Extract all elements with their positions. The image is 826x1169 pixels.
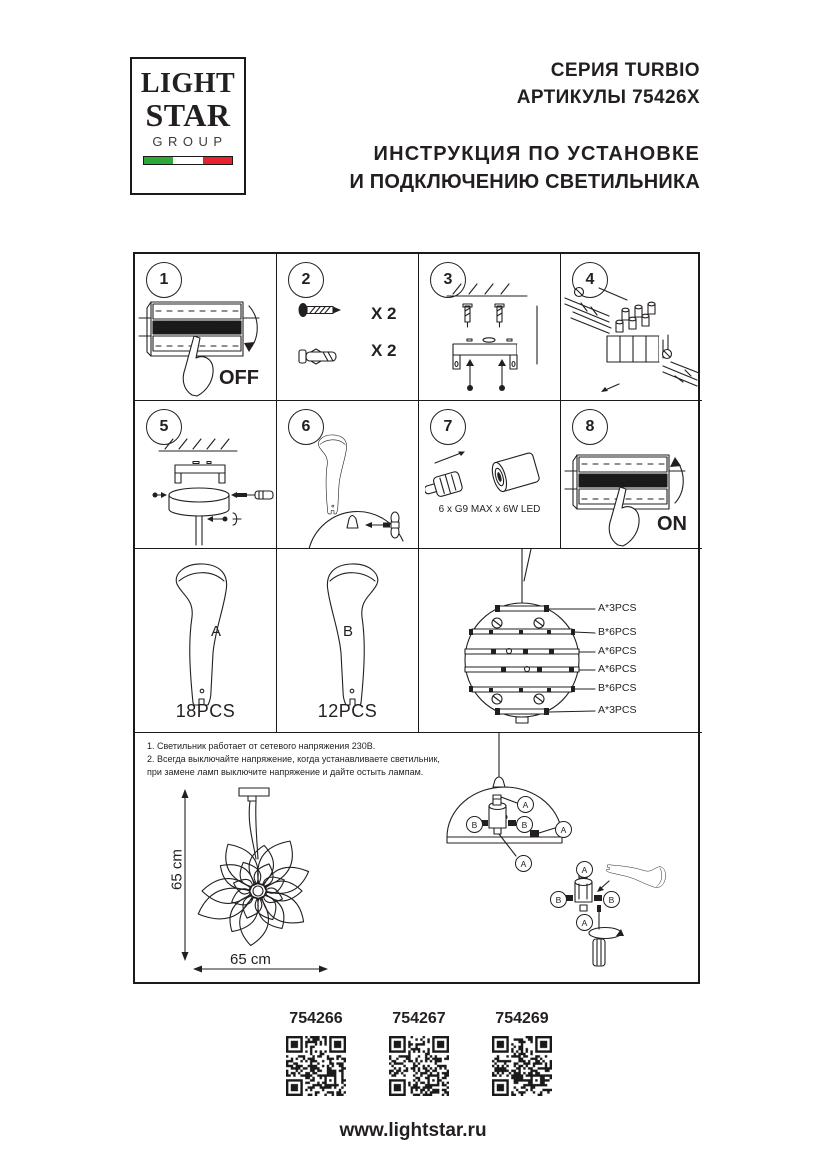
- logo-text-group: GROUP: [152, 134, 228, 149]
- on-label: ON: [657, 513, 687, 535]
- g9-lamp-diagram: [425, 441, 555, 503]
- step-4-cell: [561, 254, 702, 401]
- step-6-number: 6: [301, 418, 311, 435]
- part-b-qty: 12PCS: [317, 701, 378, 721]
- ball-label-2: B*6PCS: [598, 626, 637, 638]
- ball-label-5: B*6PCS: [598, 682, 637, 694]
- ball-assembly-diagram: [419, 549, 702, 733]
- anchor-left: [463, 304, 472, 327]
- blade-a-diagram: [135, 555, 277, 711]
- off-label: OFF: [219, 367, 259, 389]
- ball-label-6: A*3PCS: [598, 704, 637, 716]
- website-text: www.lightstar.ru: [339, 1120, 487, 1141]
- screw-left: [153, 492, 168, 498]
- step-8-number: 8: [585, 418, 595, 435]
- screw-up-right: [498, 359, 506, 391]
- canopy: [169, 488, 229, 545]
- step-2-number: 2: [301, 271, 311, 288]
- bracket-mounting-diagram: [423, 280, 557, 398]
- g9-bulb-icon: [425, 471, 463, 500]
- step-8-cell: [561, 401, 702, 549]
- screwdriver-detail: [589, 905, 624, 966]
- canopy-mounting-diagram: [137, 435, 275, 547]
- step-7-number: 7: [443, 418, 453, 435]
- blade-shape: [318, 435, 346, 514]
- callout-b-socket-right: B: [603, 891, 620, 908]
- step-7-number-badge: [430, 409, 466, 445]
- lamp-spec-label: 6 x G9 MAX x 6W LED: [438, 504, 541, 515]
- qr-code-3: [492, 1036, 552, 1096]
- wing-screw: [365, 512, 399, 538]
- instruction-title-line1: ИНСТРУКЦИЯ ПО УСТАНОВКЕ: [373, 143, 700, 165]
- callout-b-dome-left: B: [466, 816, 483, 833]
- screw-up-left: [466, 359, 474, 391]
- instruction-table: [133, 252, 700, 984]
- blade-attach-diagram: [277, 431, 419, 549]
- callout-a-dome-bottom: A: [515, 855, 532, 872]
- qr-code-2: [389, 1036, 449, 1096]
- pendant-lamp-drawing: [198, 788, 308, 946]
- terminal-block-diagram: [563, 278, 699, 398]
- bracket-small: [175, 459, 231, 483]
- callout-b-dome-right: B: [516, 816, 533, 833]
- article-number-2: 754267: [392, 1010, 446, 1027]
- ball-neck: [347, 516, 358, 529]
- ball-crest: [309, 512, 403, 549]
- article-number-1: 754266: [289, 1010, 343, 1027]
- part-b-letter: B: [343, 623, 354, 640]
- step-2-cell: [277, 254, 419, 401]
- hardware-icons: [295, 298, 365, 378]
- step-3-number: 3: [443, 271, 453, 288]
- step-4-number: 4: [585, 271, 595, 288]
- logo-text-star: STAR: [145, 97, 231, 133]
- screw-icon: [299, 303, 342, 317]
- italian-flag-icon: [143, 156, 233, 165]
- note-line-3: при замене ламп выключите напряжение и дайте остыть лампам.: [147, 767, 424, 777]
- lightstar-logo: [130, 57, 246, 195]
- step-1-cell: [135, 254, 277, 401]
- instruction-title-line2: И ПОДКЛЮЧЕНИЮ СВЕТИЛЬНИКА: [349, 171, 700, 193]
- part-b-cell: [277, 549, 419, 733]
- anchor-right: [495, 304, 504, 327]
- mounting-bracket: [453, 336, 525, 369]
- callout-a-socket-top: A: [576, 861, 593, 878]
- wall-anchor-icon: [299, 349, 336, 364]
- step-2-number-badge: [288, 262, 324, 298]
- ball-label-3: A*6PCS: [598, 645, 637, 657]
- note-line-1: 1. Светильник работает от сетевого напряжения 230В.: [147, 741, 376, 751]
- step-6-cell: [277, 401, 419, 549]
- final-assembly-cell: [135, 733, 700, 984]
- logo-text-light: LIGHT: [140, 68, 236, 99]
- step-7-cell: [419, 401, 561, 549]
- articles-title: АРТИКУЛЫ 75426X: [516, 87, 700, 108]
- article-number-3: 754269: [495, 1010, 549, 1027]
- step-5-number: 5: [159, 418, 169, 435]
- ball-assembly-cell: [419, 549, 702, 733]
- step-1-number: 1: [159, 271, 169, 288]
- callout-a-dome-top: A: [517, 796, 534, 813]
- step-8-number-badge: [572, 409, 608, 445]
- step-5-cell: [135, 401, 277, 549]
- anchor-qty-label: X 2: [371, 341, 397, 360]
- callout-a-socket-bottom: A: [576, 914, 593, 931]
- part-a-qty: 18PCS: [175, 701, 236, 721]
- screw-qty-label: X 2: [371, 304, 397, 323]
- callout-a-dome-outer: A: [555, 821, 572, 838]
- final-assembly-diagram: [135, 733, 700, 984]
- dome-drawing: [447, 777, 562, 856]
- ball-label-4: A*6PCS: [598, 663, 637, 675]
- part-a-cell: [135, 549, 277, 733]
- ball-label-1: A*3PCS: [598, 602, 637, 614]
- screwdriver-icon: [231, 491, 273, 499]
- callout-b-socket-left: B: [550, 891, 567, 908]
- qr-code-1: [286, 1036, 346, 1096]
- width-dim-label: 65 cm: [230, 951, 271, 968]
- lamp-socket-cylinder: [490, 452, 541, 493]
- note-line-2: 2. Всегда выключайте напряжение, когда устанавливаете светильник,: [147, 754, 440, 764]
- step-3-cell: [419, 254, 561, 401]
- part-a-letter: A: [211, 623, 222, 640]
- series-title: СЕРИЯ TURBIO: [550, 60, 700, 81]
- height-dim-label: 65 cm: [168, 849, 186, 890]
- wires-right: [663, 350, 700, 387]
- header-text: [290, 57, 700, 196]
